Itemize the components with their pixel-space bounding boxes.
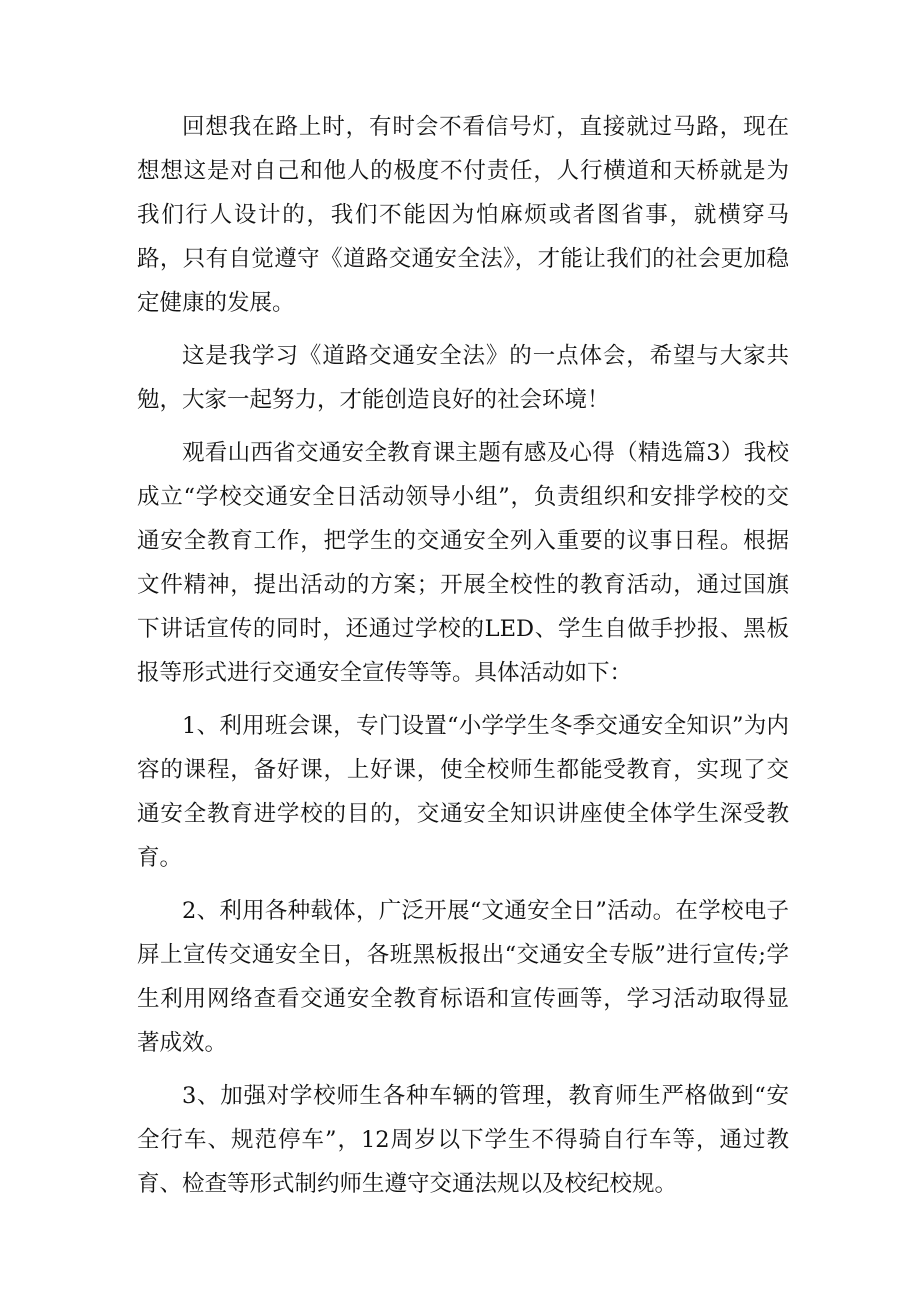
paragraph-road-reflection: 回想我在路上时，有时会不看信号灯，直接就过马路，现在想想这是对自己和他人的极度不付责任，人行横道和天桥就是为我们行人设计的，我们不能因为怕麻烦或者图省事，就横穿马路，只有自觉遵守《道路交通安全法》，才能让我们的社会更加稳定健康的发展。 <box>137 114 789 316</box>
paragraph-school-program: 观看山西省交通安全教育课主题有感及心得（精选篇3）我校成立“学校交通安全日活动领导小组”，负责组织和安排学校的交通安全教育工作，把学生的交通安全列入重要的议事日程。根据文件精神，提出活动的方案；开展全校性的教育活动，通过国旗下讲话宣传的同时，还通过学校的LED、学生自做手抄报、黑板报等形式进行交通安全宣传等等。具体活动如下： <box>137 440 789 686</box>
paragraph-activity-1: 1、利用班会课，专门设置“小学学生冬季交通安全知识”为内容的课程，备好课，上好课，使全校师生都能受教育，实现了交通安全教育进学校的目的，交通安全知识讲座使全体学生深受教育。 <box>137 713 789 871</box>
document-body <box>137 105 789 1215</box>
paragraph-activity-3: 3、加强对学校师生各种车辆的管理，教育师生严格做到“安全行车、规范停车”，12周岁以下学生不得骑自行车等，通过教育、检查等形式制约师生遵守交通法规以及校纪校规。 <box>137 1083 789 1197</box>
paragraph-learning-summary: 这是我学习《道路交通安全法》的一点体会，希望与大家共勉，大家一起努力，才能创造良好的社会环境！ <box>137 343 789 413</box>
paragraph-activity-2: 2、利用各种载体，广泛开展“文通安全日”活动。在学校电子屏上宣传交通安全日，各班黑板报出“交通安全专版”进行宣传;学生利用网络查看交通安全教育标语和宣传画等，学习活动取得显著成效。 <box>137 898 789 1056</box>
